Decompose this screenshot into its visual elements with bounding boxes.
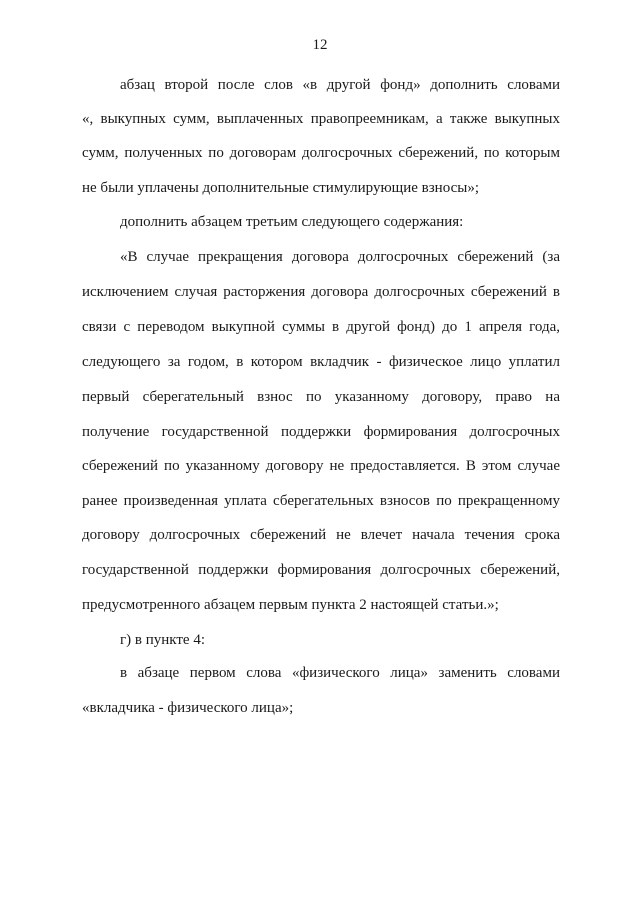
text-line: получение государственной поддержки формирования долгосрочных xyxy=(82,424,560,440)
text-line: связи с переводом выкупной суммы в другой фонд) до 1 апреля года, xyxy=(82,319,560,335)
text-line: дополнить абзацем третьим следующего содержания: xyxy=(120,214,464,230)
text-line: сбережений по указанному договору не предоставляется. В этом случае xyxy=(82,458,560,474)
page-number: 12 xyxy=(312,37,328,53)
text-line: государственной поддержки формирования долгосрочных сбережений, xyxy=(82,562,560,578)
text-line: следующего за годом, в котором вкладчик - физическое лицо уплатил xyxy=(82,354,560,370)
text-line: ранее произведенная уплата сберегательных взносов по прекращенному xyxy=(82,493,560,509)
text-line: абзац второй после слов «в другой фонд» дополнить словами xyxy=(120,77,560,93)
text-line: исключением случая расторжения договора долгосрочных сбережений в xyxy=(82,284,560,300)
text-line: сумм, полученных по договорам долгосрочных сбережений, по которым xyxy=(82,145,560,161)
text-line: г) в пункте 4: xyxy=(120,632,206,648)
text-line: «, выкупных сумм, выплаченных правопреемникам, а также выкупных xyxy=(82,111,560,127)
text-line: в абзаце первом слова «физического лица» заменить словами xyxy=(120,665,560,681)
text-line: предусмотренного абзацем первым пункта 2 настоящей статьи.»; xyxy=(82,597,499,613)
text-line: первый сберегательный взнос по указанному договору, право на xyxy=(82,389,560,405)
text-line: не были уплачены дополнительные стимулирующие взносы»; xyxy=(82,180,479,196)
text-line: договору долгосрочных сбережений не влечет начала течения срока xyxy=(82,527,560,543)
text-line: «В случае прекращения договора долгосрочных сбережений (за xyxy=(120,249,560,265)
text-line: «вкладчика - физического лица»; xyxy=(82,700,294,716)
